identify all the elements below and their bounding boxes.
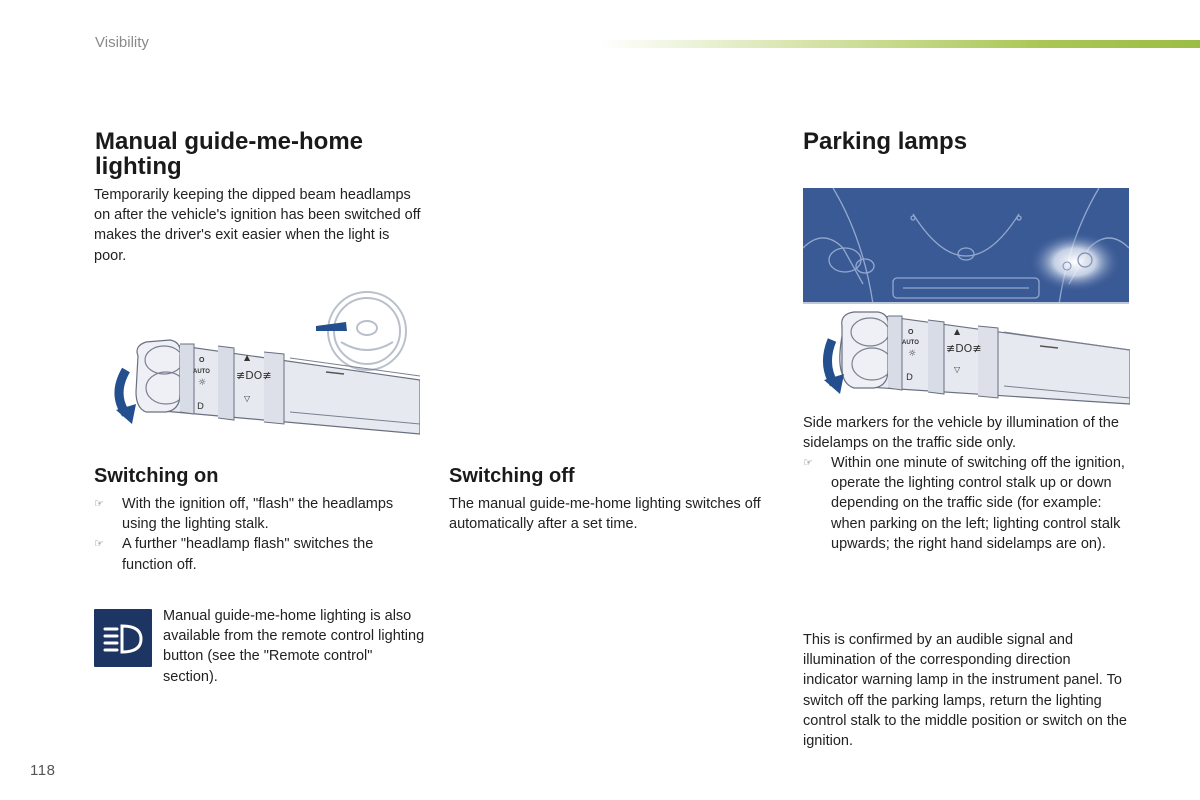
switching-on-title: Switching on	[94, 465, 219, 487]
svg-text:AUTO: AUTO	[193, 369, 210, 375]
svg-text:☼: ☼	[198, 378, 207, 388]
svg-text:D: D	[197, 402, 204, 412]
parking-intro: Side markers for the vehicle by illumination of the sidelamps on the traffic side only.	[803, 415, 1119, 452]
guide-me-home-intro: Temporarily keeping the dipped beam headlamps on after the vehicle's ignition has been switched off makes the driver's exit easier when the light is poor.	[94, 187, 421, 264]
wheel-stalk-marker	[316, 322, 347, 331]
switching-on-list	[94, 494, 424, 575]
remote-control-note: Manual guide-me-home lighting is also available from the remote control lighting button (see the "Remote control" section).	[163, 608, 425, 685]
svg-text:≢DO≢: ≢DO≢	[946, 342, 982, 355]
guide-me-home-title: Manual guide-me-home lighting	[95, 128, 364, 180]
parking-stalk-illustration	[808, 306, 1130, 406]
svg-text:▽: ▽	[244, 394, 251, 403]
svg-text:D: D	[906, 373, 913, 383]
section-label: Visibility	[95, 34, 149, 51]
list-item: ☞ Within one minute of switching off the ignition, operate the lighting control stalk up or down depending on the traffic side (for example: when parking on the left; lighting control stalk upwards; the right hand sidelamps are on).	[803, 455, 1125, 552]
bullet-hand-icon: ☞	[94, 538, 104, 551]
switching-off-text: The manual guide-me-home lighting switches off automatically after a set time.	[449, 496, 761, 533]
svg-text:AUTO: AUTO	[902, 340, 919, 346]
svg-text:▲: ▲	[954, 327, 961, 336]
bullet-hand-icon: ☞	[803, 457, 813, 469]
list-item: ☞ With the ignition off, "flash" the headlamps using the lighting stalk.	[94, 496, 394, 533]
car-front-illustration	[803, 188, 1129, 304]
parking-confirm-text: This is confirmed by an audible signal and illumination of the corresponding direction indicator warning lamp in the instrument panel. To switch off the parking lamps, return the lighting control stalk to the middle position or switch on the ignition.	[803, 632, 1127, 750]
page-number: 118	[30, 762, 56, 779]
switching-off-title: Switching off	[449, 465, 575, 487]
svg-text:☼: ☼	[908, 349, 917, 359]
svg-text:▲: ▲	[244, 353, 251, 362]
header-accent-bar	[600, 40, 1200, 48]
parking-lamps-title: Parking lamps	[803, 128, 968, 155]
parking-list	[803, 453, 1128, 554]
svg-text:▽: ▽	[954, 365, 961, 374]
svg-text:≢DO≢: ≢DO≢	[236, 369, 272, 382]
lighting-stalk-illustration	[94, 284, 420, 436]
svg-text:O: O	[908, 329, 914, 336]
svg-text:O: O	[199, 357, 205, 364]
lit-sidelamp-glow	[1029, 232, 1121, 292]
bullet-hand-icon: ☞	[94, 498, 104, 510]
headlamp-guide-me-home-icon	[94, 609, 152, 667]
list-item: ☞ A further "headlamp flash" switches the function off.	[94, 536, 374, 573]
